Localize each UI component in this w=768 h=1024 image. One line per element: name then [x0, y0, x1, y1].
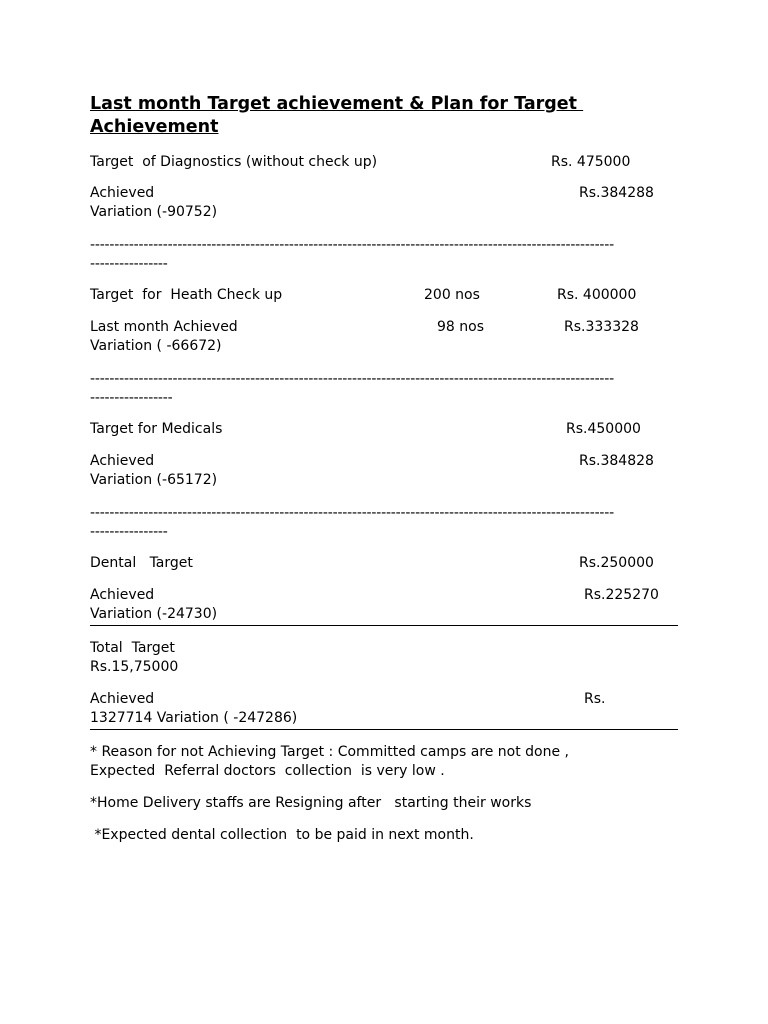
medicals-target-value: Rs.450000	[566, 421, 641, 437]
medicals-target-label: Target for Medicals	[90, 421, 223, 437]
separator-dashes: ------------------------------------------------------------------------------------------------------------	[90, 505, 614, 521]
diagnostics-variation: Variation (-90752)	[90, 204, 218, 220]
medicals-achieved-label: Achieved	[90, 453, 155, 469]
page-title-line1: Last month Target achievement & Plan for Target	[90, 94, 584, 114]
total-achieved-prefix: Rs.	[584, 691, 606, 707]
total-achieved-variation: 1327714 Variation ( -247286)	[90, 710, 298, 726]
separator-dashes: -----------------	[90, 390, 173, 406]
total-target-label: Total Target	[90, 640, 175, 656]
health-checkup-achieved-label: Last month Achieved	[90, 319, 238, 335]
horizontal-rule	[90, 729, 678, 730]
health-checkup-achieved-count: 98 nos	[437, 319, 484, 335]
dental-target-label: Dental Target	[90, 555, 193, 571]
health-checkup-target-label: Target for Heath Check up	[90, 287, 283, 303]
dental-target-value: Rs.250000	[579, 555, 654, 571]
health-checkup-achieved-value: Rs.333328	[564, 319, 639, 335]
dental-achieved-value: Rs.225270	[584, 587, 659, 603]
note-reason-line2: Expected Referral doctors collection is very low .	[90, 763, 445, 779]
note-dental-collection: *Expected dental collection to be paid in next month.	[90, 827, 474, 843]
dental-achieved-label: Achieved	[90, 587, 155, 603]
diagnostics-target-value: Rs. 475000	[551, 154, 631, 170]
note-reason-line1: * Reason for not Achieving Target : Committed camps are not done ,	[90, 744, 570, 760]
medicals-variation: Variation (-65172)	[90, 472, 218, 488]
horizontal-rule	[90, 625, 678, 626]
health-checkup-variation: Variation ( -66672)	[90, 338, 222, 354]
separator-dashes: ----------------	[90, 524, 168, 540]
note-home-delivery: *Home Delivery staffs are Resigning after starting their works	[90, 795, 532, 811]
dental-variation: Variation (-24730)	[90, 606, 218, 622]
diagnostics-achieved-label: Achieved	[90, 185, 155, 201]
page-title-line2: Achievement	[90, 117, 219, 137]
health-checkup-target-count: 200 nos	[424, 287, 480, 303]
medicals-achieved-value: Rs.384828	[579, 453, 654, 469]
separator-dashes: ----------------	[90, 256, 168, 272]
separator-dashes: ------------------------------------------------------------------------------------------------------------	[90, 371, 614, 387]
diagnostics-target-label: Target of Diagnostics (without check up)	[90, 154, 378, 170]
total-achieved-label: Achieved	[90, 691, 155, 707]
diagnostics-achieved-value: Rs.384288	[579, 185, 654, 201]
total-target-value: Rs.15,75000	[90, 659, 179, 675]
health-checkup-target-value: Rs. 400000	[557, 287, 637, 303]
separator-dashes: ------------------------------------------------------------------------------------------------------------	[90, 237, 614, 253]
